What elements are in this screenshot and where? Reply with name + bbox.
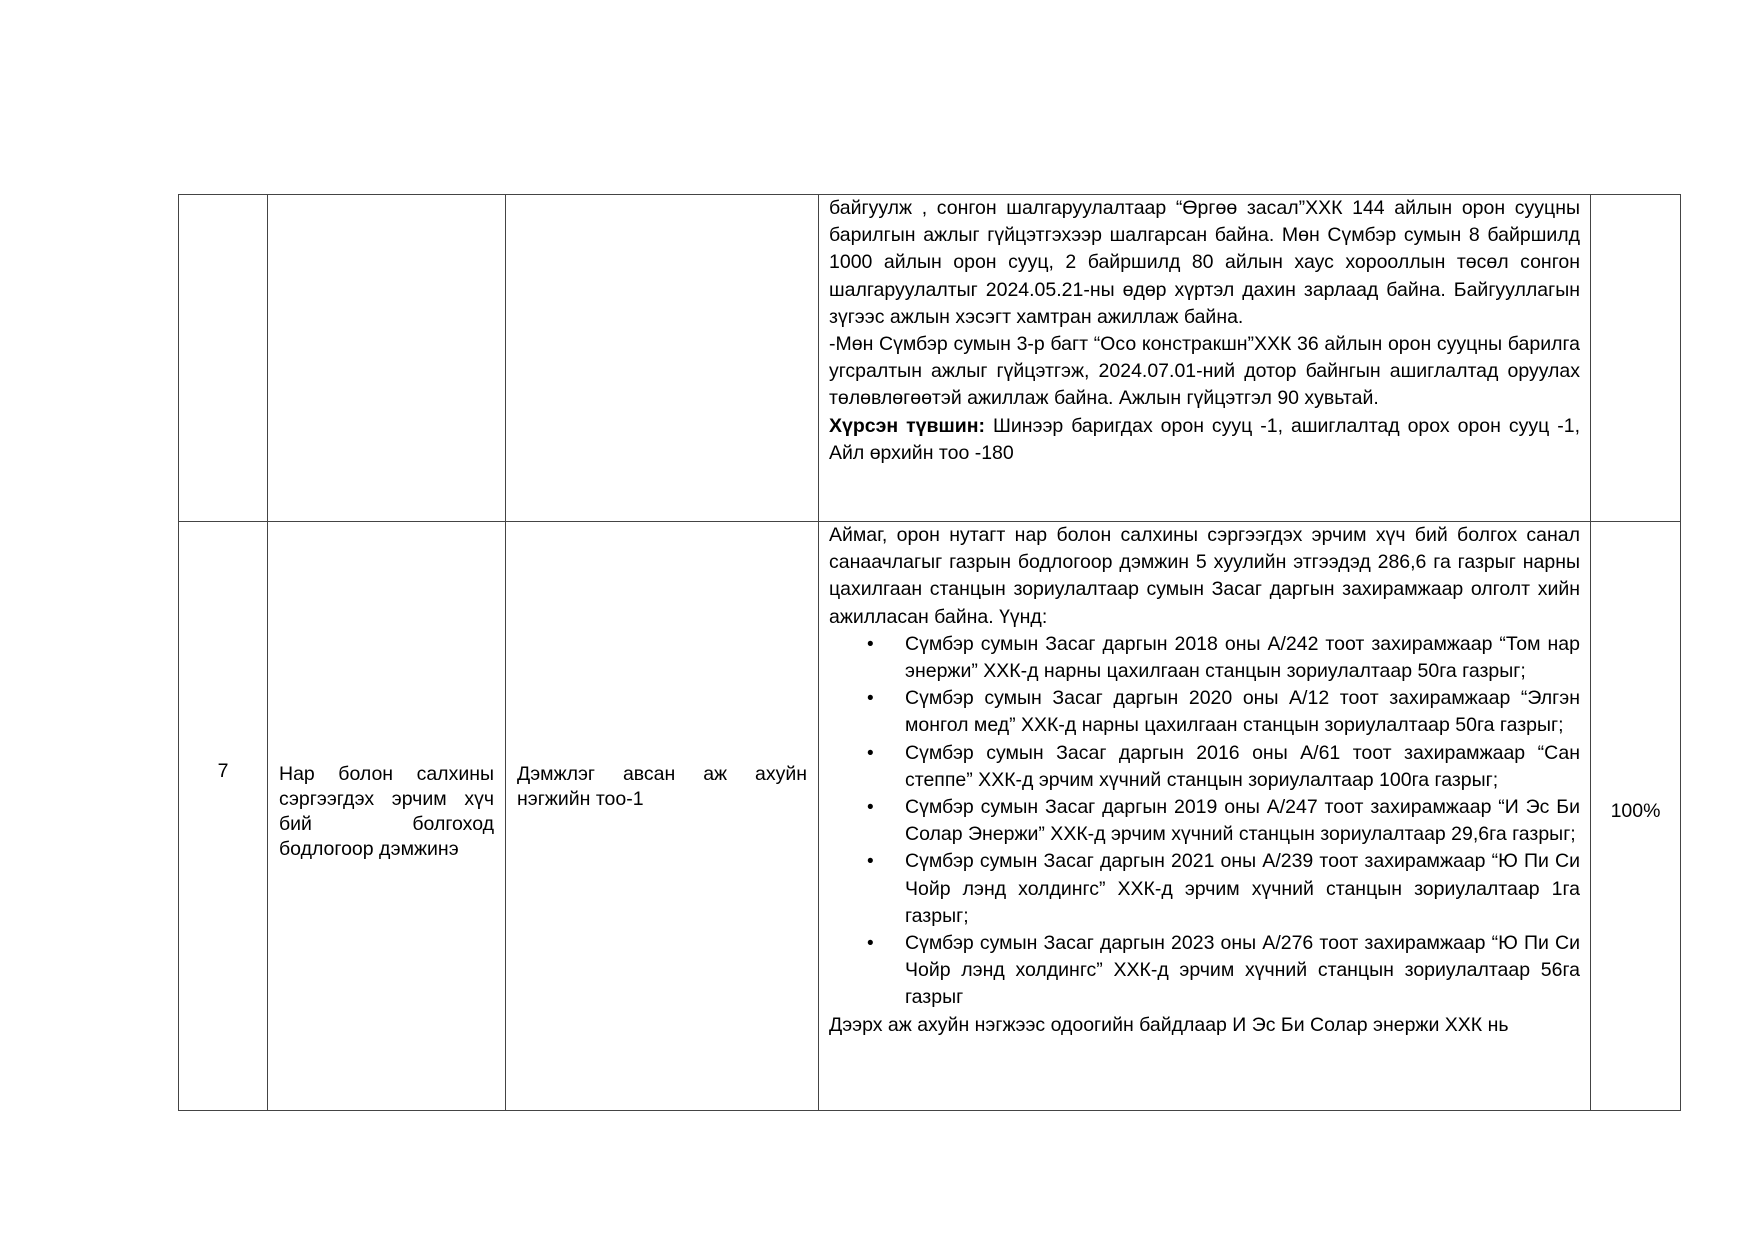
table-row-continuation bbox=[179, 195, 1681, 522]
table-row-7 bbox=[179, 522, 1681, 1111]
indicator-text: Дэмжлэг авсан аж ахуйн нэгжийн тоо-1 bbox=[506, 522, 819, 1111]
decree-item: • Сүмбэр сумын Засаг даргын 2023 оны А/276 тоот захирамжаар “Ю Пи Си Чойр лэнд холдингс” ХХК-д эрчим хүчний станцын зориулалтаар 56га газрыг bbox=[905, 930, 1580, 1012]
achieved-text: Шинээр баригдах орон сууц -1, ашиглалтад орох орон сууц -1, Айл өрхийн тоо -180 bbox=[829, 414, 1580, 464]
number-cell bbox=[179, 195, 268, 522]
decree-list bbox=[829, 631, 1580, 1012]
decree-item: • Сүмбэр сумын Засаг даргын 2021 оны А/239 тоот захирамжаар “Ю Пи Си Чойр лэнд холдингс” ХХК-д эрчим хүчний станцын зориулалтаар 1га газрыг; bbox=[905, 848, 1580, 930]
achieved-label: Хүрсэн түвшин: bbox=[829, 414, 986, 437]
report-table bbox=[178, 194, 1681, 1111]
achieved-level bbox=[829, 413, 1580, 467]
progress-cell bbox=[819, 195, 1591, 522]
decree-item: • Сүмбэр сумын Засаг даргын 2020 оны А/12 тоот захирамжаар “Элгэн монгол мед” ХХК-д нарны цахилгаан станцын зориулалтаар 50га газрыг; bbox=[905, 685, 1580, 739]
decree-item: • Сүмбэр сумын Засаг даргын 2016 оны А/61 тоот захирамжаар “Сан степпе” ХХК-д эрчим хүчний станцын зориулалтаар 100га газрыг; bbox=[905, 740, 1580, 794]
progress-cell bbox=[819, 522, 1591, 1111]
row-number: 7 bbox=[179, 522, 268, 1111]
progress-outro: Дээрх аж ахуйн нэгжээс одоогийн байдлаар И Эс Би Солар энержи ХХК нь bbox=[829, 1013, 1509, 1036]
decree-item: • Сүмбэр сумын Засаг даргын 2018 оны А/242 тоот захирамжаар “Том нар энержи” ХХК-д нарны цахилгаан станцын зориулалтаар 50га газрыг; bbox=[905, 631, 1580, 685]
percent-cell bbox=[1591, 195, 1681, 522]
task-text: Нар болон салхины сэргээгдэх эрчим хүч бий болгоход бодлогоор дэмжинэ bbox=[268, 522, 506, 1111]
progress-intro: Аймаг, орон нутагт нар болон салхины сэргээгдэх эрчим хүч бий болгох санал санаачлагыг газрын бодлогоор дэмжин 5 хуулийн этгээдэд 286,6 га газрыг нарны цахилгаан станцын зориулалтаар сумын Засаг даргын захирамжаар олголт хийн ажилласан байна. Үүнд: bbox=[829, 524, 1580, 628]
progress-paragraph: -Мөн Сүмбэр сумын 3-р багт “Осо констракшн”ХХК 36 айлын орон сууцны барилга угсралтын ажлыг гүйцэтгэж, 2024.07.01-ний дотор байнгын ашиглалтад оруулах төлөвлөгөөтэй ажиллаж байна. Ажлын гүйцэтгэл 90 хувьтай. bbox=[829, 333, 1580, 410]
task-cell bbox=[268, 195, 506, 522]
percent-value: 100% bbox=[1591, 522, 1681, 1111]
indicator-cell bbox=[506, 195, 819, 522]
decree-item: • Сүмбэр сумын Засаг даргын 2019 оны А/247 тоот захирамжаар “И Эс Би Солар Энержи” ХХК-д эрчим хүчний станцын зориулалтаар 29,6га газрыг; bbox=[905, 794, 1580, 848]
progress-paragraph: байгуулж , сонгон шалгаруулалтаар “Өргөө засал”ХХК 144 айлын орон сууцны барилгын ажлыг гүйцэтгэхээр шалгарсан байна. Мөн Сүмбэр сумын 8 байршилд 1000 айлын орон сууц, 2 байршилд 80 айлын хаус хорооллын төсөл сонгон шалгаруулалтыг 2024.05.21-ны өдөр хүртэл дахин зарлаад байна. Байгууллагын зүгээс ажлын хэсэгт хамтран ажиллаж байна. bbox=[829, 197, 1580, 328]
